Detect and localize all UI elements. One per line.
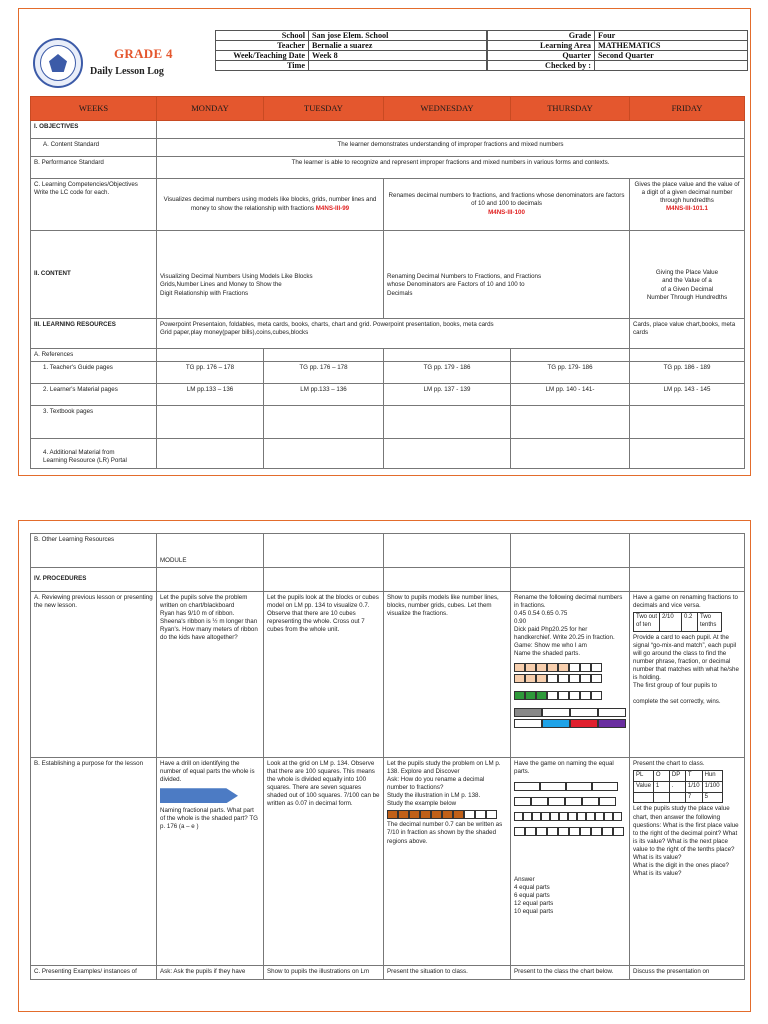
tg-thursday: TG pp. 179- 186 (511, 362, 630, 384)
quarter-label: Quarter (488, 51, 595, 61)
presenting-label: C. Presenting Examples/ instances of (31, 966, 157, 980)
parts-grid-1 (514, 782, 626, 791)
competencies-label: C. Learning Competencies/Objectives Write the LC code for each. (31, 179, 157, 231)
tg-tuesday: TG pp. 176 – 178 (264, 362, 384, 384)
grade-value: Four (595, 31, 748, 41)
procedures-label: IV. PROCEDURES (31, 568, 157, 592)
references-label: A. References (31, 349, 157, 362)
purpose-thursday: Have the game on naming the equal parts. Answer 4 equal parts 6 equal parts 12 equal parts 10 equal parts (511, 758, 630, 966)
lc-monday-tuesday: Visualizes decimal numbers using models like blocks, grids, number lines and money to show the relationship with fractions M4NS-III-99 (157, 179, 384, 231)
content-friday: Giving the Place Value and the Value of a of a Given Decimal Number Through Hundredths (630, 231, 745, 319)
tg-wednesday: TG pp. 179 - 186 (384, 362, 511, 384)
lm-monday: LM pp.133 – 136 (157, 384, 264, 406)
purpose-tuesday: Look at the grid on LM p. 134. Observe that there are 100 squares. This means the whole is divided equally into 100 squares. There are seven squares shaded out of 100 squares. 7/100 can be written as 0.07 in decimal form. (264, 758, 384, 966)
presenting-tuesday: Show to pupils the illustrations on Lm (264, 966, 384, 980)
quarter-value: Second Quarter (595, 51, 748, 61)
area-value: MATHEMATICS (595, 41, 748, 51)
weeks-header: WEEKS (31, 97, 157, 121)
grade-title: GRADE 4 (114, 46, 173, 61)
page-two (18, 520, 751, 1012)
tg-label: 1. Teacher's Guide pages (31, 362, 157, 384)
review-thursday: Rename the following decimal numbers in fractions. 0.45 0.54 0.65 0.75 0.90 Dick paid Php20.25 for her handkerchief. Write 20.25 in fraction. Game: Show me who I am Name the shaded parts. (511, 592, 630, 758)
fraction-grid-green (514, 691, 626, 700)
objectives-label: I. OBJECTIVES (31, 121, 157, 139)
tg-friday: TG pp. 186 - 189 (630, 362, 745, 384)
days-header-row (31, 97, 745, 121)
lm-tuesday: LM pp.133 – 136 (264, 384, 384, 406)
other-resources-label: B. Other Learning Resources (31, 534, 157, 568)
friday-header: FRIDAY (630, 97, 745, 121)
header-right-table (487, 30, 748, 71)
review-monday: Let the pupils solve the problem written on chart/blackboard Ryan has 9/10 m of ribbon. Sheena's ribbon is ½ m longer than Ryan's. How many meters of ribbon do the kids have altogether? (157, 592, 264, 758)
textbook-label: 3. Textbook pages (31, 406, 157, 439)
lesson-table-page1 (30, 96, 745, 469)
tuesday-header: TUESDAY (264, 97, 384, 121)
lm-label: 2. Learner's Material pages (31, 384, 157, 406)
purpose-wednesday: Let the pupils study the problem on LM p. 138. Explore and Discover Ask: How do you rename a decimal number to fractions? Study the illustration in LM p. 138. Study the example below The decimal number 0.7 can be written as 7/10 in fraction as shown by the shaded regions above. (384, 758, 511, 966)
content-standard-label: A. Content Standard (31, 139, 157, 157)
dll-title: Daily Lesson Log (90, 66, 164, 77)
monday-header: MONDAY (157, 97, 264, 121)
lm-wednesday: LM pp. 137 - 139 (384, 384, 511, 406)
lesson-table-page2 (30, 533, 745, 980)
content-monday-tuesday: Visualizing Decimal Numbers Using Models Like Blocks Grids,Number Lines and Money to Show the Digit Relationship with Fractions (157, 231, 384, 319)
purpose-friday: Present the chart to class. PL O DP T Hun Value 1 . 1/10 1/100 7 5 Let the pupils study the place value chart, then answer the following questions: What is the first place value to the right of the decimal point? What is its value? What is the next place value to the right of the tenths place? What is its value? What is the digit in the ones place? What is its value? (630, 758, 745, 966)
parts-grid-3 (514, 812, 626, 821)
teacher-label: Teacher (216, 41, 309, 51)
parts-grid-2 (514, 797, 626, 806)
lc-friday: Gives the place value and the value of a digit of a given decimal number through hundredths M4NS-III-101.1 (630, 179, 745, 231)
review-tuesday: Let the pupils look at the blocks or cubes model on LM pp. 134 to visualize 0.7. Observe that there are 10 cubes representing the whole. Cross out 7 cubes from the whole unit. (264, 592, 384, 758)
school-value: San jose Elem. School (309, 31, 487, 41)
lm-friday: LM pp. 143 - 145 (630, 384, 745, 406)
arrow-shape-icon (160, 788, 238, 803)
fraction-phrase-table: Two out of ten 2/10 0.2 Two tenths (633, 612, 722, 632)
additional-material-label: 4. Additional Material from Learning Resource (LR) Portal (31, 439, 157, 469)
checked-value (595, 61, 748, 71)
purpose-monday: Have a drill on identifying the number of equal parts the whole is divided. Naming fractional parts. What part of the whole is the shaded part? TG p. 176 (a – e ) (157, 758, 264, 966)
fraction-grid-colored (514, 708, 626, 728)
resources-main: Powerpoint Presentaion, foldables, meta cards, books, charts, chart and grid. Powerpoint presentation, books, meta cards Grid paper,play money(paper bills),coins,cubes,blocks (157, 319, 630, 349)
time-label: Time (216, 61, 309, 71)
review-label: A. Reviewing previous lesson or presenting the new lesson. (31, 592, 157, 758)
lc-wednesday-thursday: Renames decimal numbers to fractions, and fractions whose denominators are factors of 10 and 100 to decimals M4NS-III-100 (384, 179, 630, 231)
checked-label: Checked by : (488, 61, 595, 71)
resources-friday: Cards, place value chart,books, meta cards (630, 319, 745, 349)
tenths-grid (387, 810, 507, 819)
review-wednesday: Show to pupils models like number lines, blocks, number grids, cubes. Let them visualize the fractions. (384, 592, 511, 758)
presenting-wednesday: Present the situation to class. (384, 966, 511, 980)
area-label: Learning Area (488, 41, 595, 51)
time-value (309, 61, 487, 71)
lm-thursday: LM pp. 140 - 141- (511, 384, 630, 406)
teacher-value: Bernalie a suarez (309, 41, 487, 51)
content-standard-text: The learner demonstrates understanding of improper fractions and mixed numbers (157, 139, 745, 157)
content-wednesday-thursday: Renaming Decimal Numbers to Fractions, and Fractions whose Denominators are Factors of 10 and 100 to Decimals (384, 231, 630, 319)
fraction-grid-orange (514, 663, 626, 683)
tg-monday: TG pp. 176 – 178 (157, 362, 264, 384)
week-label: Week/Teaching Date (216, 51, 309, 61)
performance-standard-text: The learner is able to recognize and represent improper fractions and mixed numbers in various forms and contexts. (157, 157, 745, 179)
content-label: II. CONTENT (31, 231, 157, 319)
wednesday-header: WEDNESDAY (384, 97, 511, 121)
resources-label: III. LEARNING RESOURCES (31, 319, 157, 349)
school-label: School (216, 31, 309, 41)
parts-grid-4 (514, 827, 626, 836)
module-label: MODULE (157, 534, 264, 568)
performance-standard-label: B. Performance Standard (31, 157, 157, 179)
presenting-friday: Discuss the presentation on (630, 966, 745, 980)
presenting-monday: Ask: Ask the pupils if they have (157, 966, 264, 980)
week-value: Week 8 (309, 51, 487, 61)
review-friday: Have a game on renaming fractions to decimals and vice versa. Two out of ten 2/10 0.2 Two tenths Provide a card to each pupil. At the signal “go-mix-and match”, each pupil will go around the class to find the number phrase, fraction, or decimal number that matches with what he/she is holding. The first group of four pupils to complete the set correctly, wins. (630, 592, 745, 758)
page-one (18, 8, 751, 476)
presenting-thursday: Present to the class the chart below. (511, 966, 630, 980)
place-value-table: PL O DP T Hun Value 1 . 1/10 1/100 7 5 (633, 770, 723, 803)
purpose-label: B. Establishing a purpose for the lesson (31, 758, 157, 966)
grade-label: Grade (488, 31, 595, 41)
thursday-header: THURSDAY (511, 97, 630, 121)
header-left-table (215, 30, 487, 71)
deped-seal-icon (33, 38, 83, 88)
